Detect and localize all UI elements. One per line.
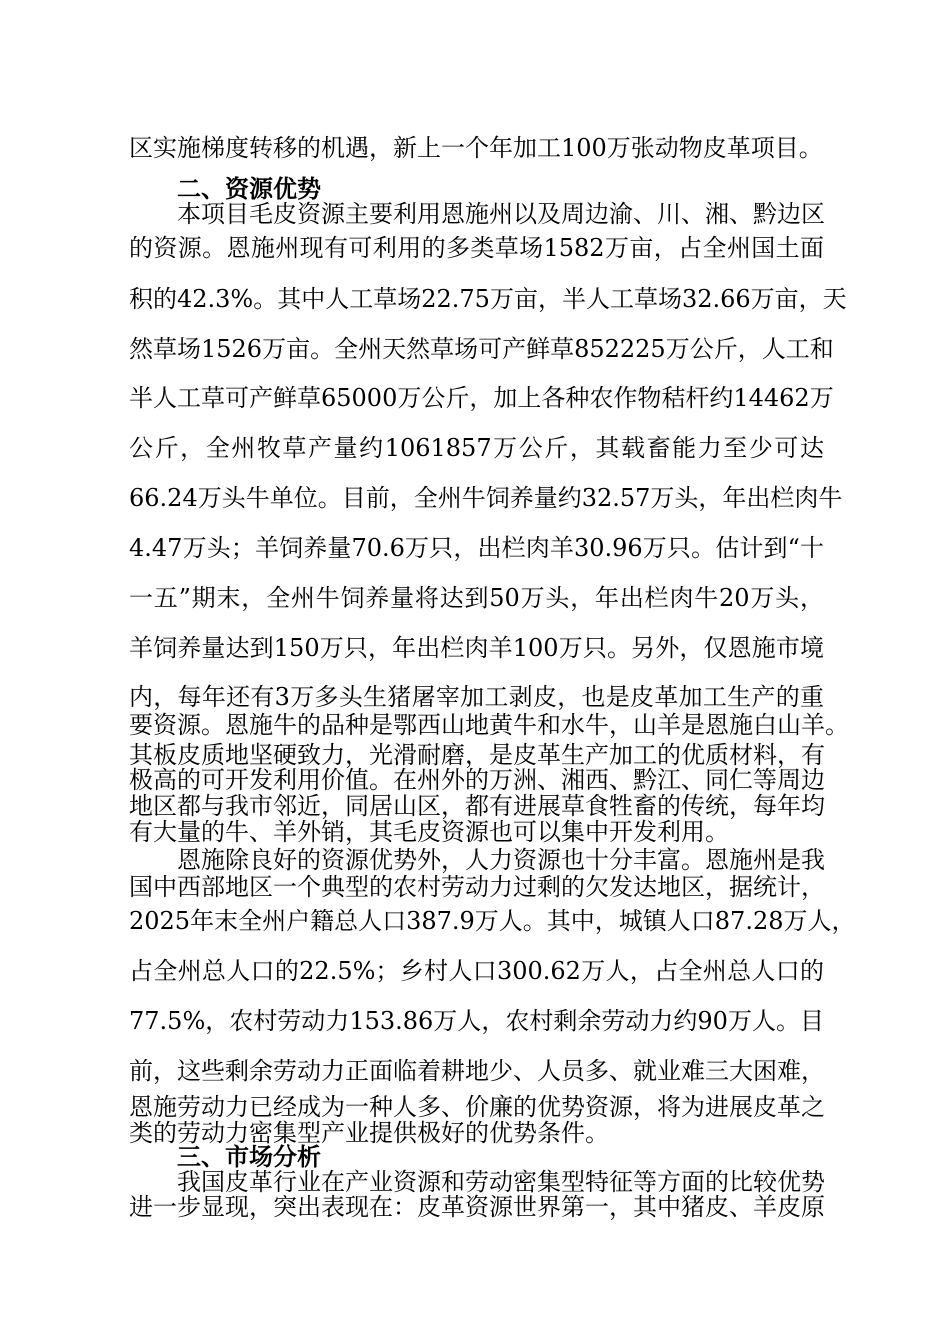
- paragraph-line: 要资源。恩施牛的品种是鄂西山地黄牛和水牛，山羊是恩施白山羊。: [129, 711, 849, 739]
- paragraph-line: 极高的可开发利用价值。在州外的万洲、湘西、黔江、同仁等周边: [129, 766, 825, 794]
- paragraph-line: 有大量的牛、羊外销，其毛皮资源也可以集中开发利用。: [129, 818, 729, 846]
- paragraph-line: 公斤，全州牧草产量约1061857万公斤，其载畜能力至少可达: [129, 434, 824, 462]
- paragraph-line: 77.5%，农村劳动力153.86万人，农村剩余劳动力约90万人。目: [129, 1007, 824, 1035]
- paragraph-line: 4.47万头；羊饲养量70.6万只，出栏肉羊30.96万只。估计到“十: [129, 534, 824, 562]
- paragraph-line: 进一步显现，突出表现在：皮革资源世界第一，其中猪皮、羊皮原: [129, 1193, 825, 1221]
- paragraph-line: 积的42.3%。其中人工草场22.75万亩，半人工草场32.66万亩，天: [129, 285, 847, 313]
- paragraph-line: 国中西部地区一个典型的农村劳动力过剩的欠发达地区，据统计，: [129, 873, 825, 901]
- paragraph-line: 的资源。恩施州现有可利用的多类草场1582万亩，占全州国土面: [129, 234, 824, 262]
- paragraph-line: 恩施除良好的资源优势外，人力资源也十分丰富。恩施州是我: [177, 846, 825, 874]
- paragraph-line: 羊饲养量达到150万只，年出栏肉羊100万只。另外，仅恩施市境: [129, 634, 824, 662]
- paragraph-line: 我国皮革行业在产业资源和劳动密集型特征等方面的比较优势: [177, 1168, 825, 1196]
- paragraph-line: 地区都与我市邻近，同居山区，都有进展草食牲畜的传统，每年均: [129, 792, 825, 820]
- section-heading-market-analysis: 三、市场分析: [177, 1143, 321, 1171]
- paragraph-line: 恩施劳动力已经成为一种人多、价廉的优势资源，将为进展皮革之: [129, 1093, 825, 1121]
- paragraph-line: 本项目毛皮资源主要利用恩施州以及周边渝、川、湘、黔边区: [177, 200, 825, 228]
- paragraph-line: 一五”期末，全州牛饲养量将达到50万头，年出栏肉牛20万头，: [129, 584, 824, 612]
- paragraph-line: 区实施梯度转移的机遇，新上一个年加工100万张动物皮革项目。: [129, 134, 823, 162]
- paragraph-line: 内，每年还有3万多头生猪屠宰加工剥皮，也是皮革加工生产的重: [129, 683, 824, 711]
- paragraph-line: 半人工草可产鲜草65000万公斤，加上各种农作物秸杆约14462万: [129, 384, 834, 412]
- paragraph-line: 类的劳动力密集型产业提供极好的优势条件。: [129, 1119, 609, 1147]
- section-heading-resource-advantage: 二、资源优势: [177, 175, 321, 203]
- paragraph-line: 2025年末全州户籍总人口387.9万人。其中，城镇人口87.28万人，: [129, 907, 856, 935]
- paragraph-line: 其板皮质地坚硬致力，光滑耐磨，是皮革生产加工的优质材料，有: [129, 741, 825, 769]
- paragraph-line: 然草场1526万亩。全州天然草场可产鲜草852225万公斤，人工和: [129, 335, 834, 363]
- paragraph-line: 66.24万头牛单位。目前，全州牛饲养量约32.57万头，年出栏肉牛: [129, 484, 843, 512]
- paragraph-line: 前，这些剩余劳动力正面临着耕地少、人员多、就业难三大困难，: [129, 1057, 825, 1085]
- paragraph-line: 占全州总人口的22.5%；乡村人口300.62万人，占全州总人口的: [129, 957, 824, 985]
